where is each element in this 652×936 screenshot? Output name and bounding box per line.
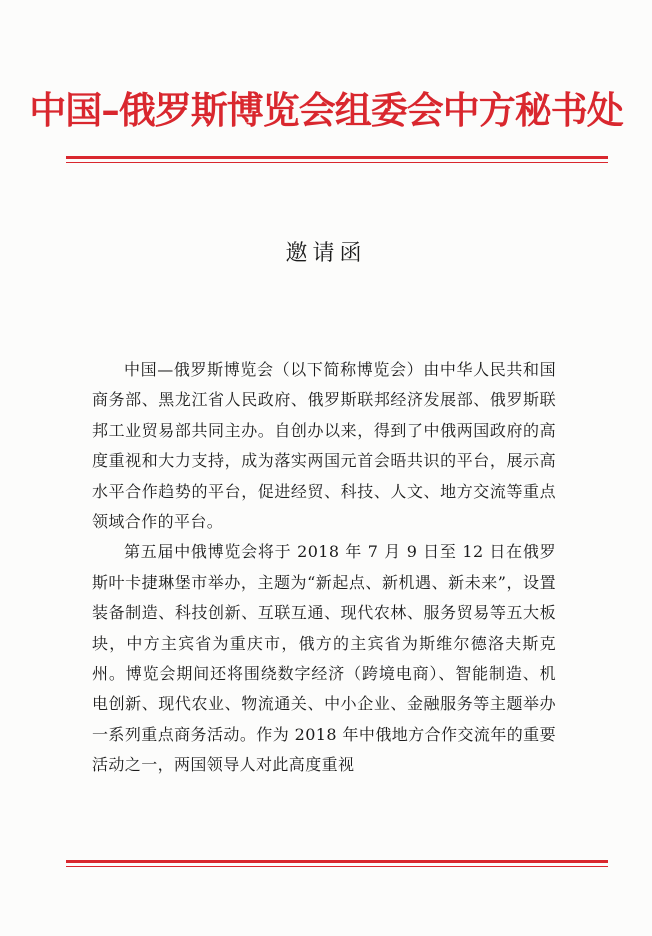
body-paragraph-1: 中国—俄罗斯博览会（以下简称博览会）由中华人民共和国商务部、黑龙江省人民政府、俄罗斯联邦经济发展部、俄罗斯联邦工业贸易部共同主办。自创办以来，得到了中俄两国政府的高度重视和大力支持，成为落实两国元首会晤共识的平台，展示高水平合作趋势的平台，促进经贸、科技、人文、地方交流等重点领域合作的平台。	[92, 360, 556, 532]
letterhead-rule-thick	[66, 156, 608, 159]
document-body	[92, 355, 556, 781]
footer-rule-thick	[66, 860, 608, 863]
body-paragraph-2: 第五届中俄博览会将于 2018 年 7 月 9 日至 12 日在俄罗斯叶卡捷琳堡市举办，主题为“新起点、新机遇、新未来”，设置装备制造、科技创新、互联互通、现代农林、服务贸易等五大板块，中方主宾省为重庆市，俄方的主宾省为斯维尔德洛夫斯克州。博览会期间还将围绕数字经济（跨境电商）、智能制造、机电创新、现代农业、物流通关、中小企业、金融服务等主题举办一系列重点商务活动。作为 2018 年中俄地方合作交流年的重要活动之一，两国领导人对此高度重视	[92, 542, 556, 775]
letterhead-rule-thin	[66, 162, 608, 163]
footer-rule-thin	[66, 866, 608, 867]
letterhead-org-name: 中国–俄罗斯博览会组委会中方秘书处	[29, 88, 623, 132]
document-title: 邀请函	[285, 241, 367, 266]
